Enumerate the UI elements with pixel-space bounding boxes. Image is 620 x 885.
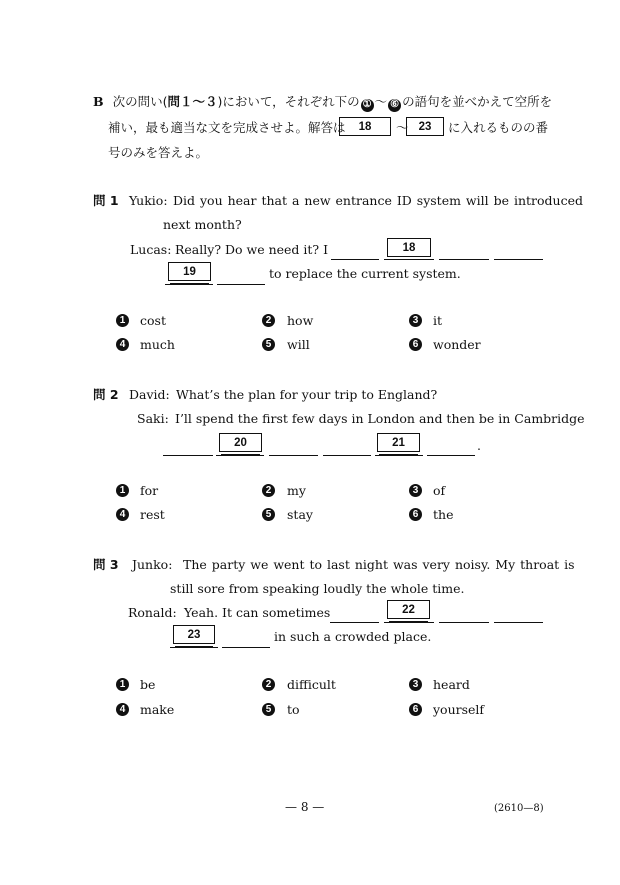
choice-text: will bbox=[287, 337, 310, 352]
answer-blank bbox=[331, 259, 379, 260]
speaker: Saki: bbox=[137, 411, 169, 426]
dialogue-line: Yeah. It can sometimes bbox=[184, 605, 331, 620]
choice-text: stay bbox=[287, 507, 313, 522]
choice-number-icon: 6 bbox=[409, 508, 422, 521]
answer-blank bbox=[375, 455, 423, 456]
choice-text: my bbox=[287, 483, 306, 498]
answer-box: 18 bbox=[339, 117, 391, 136]
choice-number-icon: 5 bbox=[262, 703, 275, 716]
choice-number-icon: 2 bbox=[262, 314, 275, 327]
speaker: Yukio: bbox=[129, 193, 168, 208]
choice-number-icon: 3 bbox=[409, 314, 422, 327]
choice-text: it bbox=[433, 313, 443, 328]
dialogue-line: to replace the current system. bbox=[269, 266, 461, 281]
choice-text: be bbox=[140, 677, 156, 692]
choice-number-icon: 1 bbox=[116, 678, 129, 691]
answer-blank bbox=[494, 622, 543, 623]
choice-number-icon: 3 bbox=[409, 484, 422, 497]
answer-blank bbox=[323, 455, 371, 456]
section-label: B bbox=[93, 94, 104, 109]
answer-box: 23 bbox=[406, 117, 444, 136]
choice-number-icon: 3 bbox=[409, 678, 422, 691]
answer-blank bbox=[384, 259, 434, 260]
choice-number-icon: 6 bbox=[409, 338, 422, 351]
speaker: Lucas: bbox=[130, 242, 172, 257]
choice-number-icon: 4 bbox=[116, 508, 129, 521]
answer-box: 21 bbox=[377, 433, 420, 452]
choice-text: for bbox=[140, 483, 159, 498]
answer-box: 20 bbox=[219, 433, 262, 452]
answer-blank bbox=[222, 647, 270, 648]
page-code: (2610—8) bbox=[494, 803, 544, 814]
answer-blank bbox=[330, 622, 379, 623]
choice-text: to bbox=[287, 702, 300, 717]
answer-blank bbox=[163, 455, 213, 456]
answer-blank bbox=[217, 284, 265, 285]
instruction-text: に入れるものの番 bbox=[448, 120, 549, 135]
question-label: 問 1 bbox=[93, 193, 119, 208]
choice-number-icon: 2 bbox=[262, 484, 275, 497]
answer-box: 23 bbox=[173, 625, 215, 644]
speaker: Junko: bbox=[132, 557, 173, 572]
instruction-line-2: 補い，最も適当な文を完成させよ。解答は bbox=[108, 120, 346, 135]
choice-number-icon: 1 bbox=[116, 484, 129, 497]
choice-number-icon: 5 bbox=[262, 338, 275, 351]
instruction-text: )において，それぞれ下の bbox=[217, 94, 360, 109]
choice-text: heard bbox=[433, 677, 470, 692]
question-label: 問 2 bbox=[93, 387, 119, 402]
answer-blank bbox=[427, 455, 475, 456]
choice-number-icon: ⑥ bbox=[388, 99, 401, 112]
instruction-line-1 bbox=[93, 94, 552, 112]
answer-blank bbox=[384, 622, 434, 623]
dialogue-line: The party we went to last night was very noisy. My throat is bbox=[183, 557, 575, 572]
answer-blank bbox=[165, 284, 213, 285]
dialogue-line: next month? bbox=[163, 217, 242, 232]
choice-text: the bbox=[433, 507, 454, 522]
choice-text: rest bbox=[140, 507, 165, 522]
choice-text: cost bbox=[140, 313, 166, 328]
dialogue-line: . bbox=[477, 438, 481, 453]
choice-number-icon: 1 bbox=[116, 314, 129, 327]
speaker: David: bbox=[129, 387, 170, 402]
choice-text: much bbox=[140, 337, 175, 352]
tilde: ～ bbox=[396, 120, 409, 135]
choice-number-icon: 2 bbox=[262, 678, 275, 691]
choice-text: make bbox=[140, 702, 175, 717]
answer-box: 22 bbox=[387, 600, 430, 619]
dialogue-line: Really? Do we need it? I bbox=[175, 242, 329, 257]
answer-box: 19 bbox=[168, 262, 211, 281]
choice-number-icon: 4 bbox=[116, 703, 129, 716]
instruction-line-3: 号のみを答えよ。 bbox=[108, 145, 209, 160]
answer-blank bbox=[216, 455, 264, 456]
dialogue-line: I’ll spend the first few days in London and then be in Cambridge bbox=[175, 411, 585, 426]
page-number: — 8 — bbox=[285, 800, 325, 814]
instruction-ref: 問１～３ bbox=[167, 94, 218, 109]
choice-number-icon: 6 bbox=[409, 703, 422, 716]
speaker: Ronald: bbox=[128, 605, 177, 620]
answer-blank bbox=[269, 455, 318, 456]
choice-text: difficult bbox=[287, 677, 336, 692]
choice-text: how bbox=[287, 313, 314, 328]
instruction-text: の語句を並べかえて空所を bbox=[402, 94, 553, 109]
choice-text: yourself bbox=[433, 702, 485, 717]
instruction-text: 次の問い( bbox=[112, 94, 168, 109]
choice-number-icon: 5 bbox=[262, 508, 275, 521]
answer-blank bbox=[170, 647, 218, 648]
dialogue-line: Did you hear that a new entrance ID system will be introduced bbox=[173, 193, 583, 208]
choice-text: wonder bbox=[433, 337, 481, 352]
instruction-text: ～ bbox=[374, 94, 388, 109]
choice-number-icon: ① bbox=[361, 99, 374, 112]
dialogue-line: still sore from speaking loudly the whole time. bbox=[170, 581, 465, 596]
dialogue-line: in such a crowded place. bbox=[274, 629, 432, 644]
answer-blank bbox=[439, 259, 489, 260]
choice-number-icon: 4 bbox=[116, 338, 129, 351]
dialogue-line: What’s the plan for your trip to England? bbox=[176, 387, 438, 402]
answer-blank bbox=[494, 259, 543, 260]
choice-text: of bbox=[433, 483, 446, 498]
question-label: 問 3 bbox=[93, 557, 119, 572]
answer-blank bbox=[439, 622, 489, 623]
answer-box: 18 bbox=[387, 238, 431, 257]
